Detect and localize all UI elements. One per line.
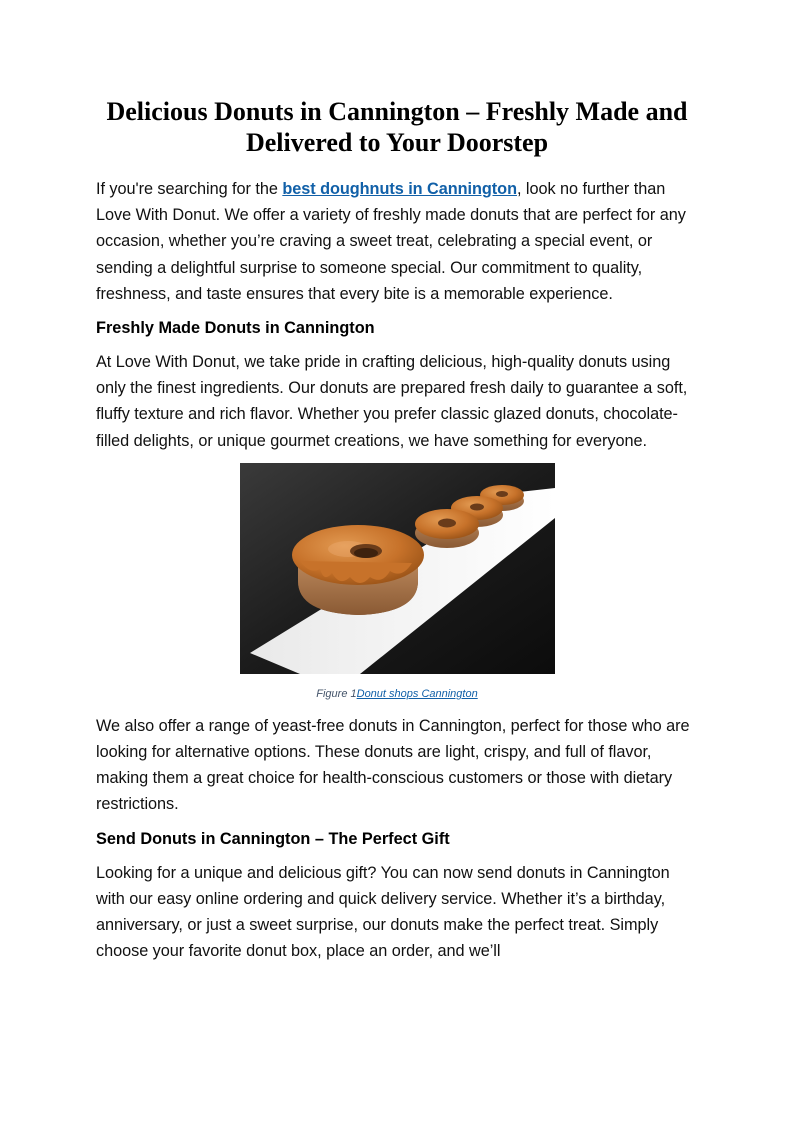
page-title: Delicious Donuts in Cannington – Freshly Made and Delivered to Your Doorstep <box>106 97 688 157</box>
document-page <box>96 96 698 973</box>
donut-back-3 <box>415 509 479 548</box>
intro-paragraph <box>96 176 698 307</box>
section-heading-freshly-made: Freshly Made Donuts in Cannington <box>96 319 375 338</box>
figure-caption <box>96 687 698 701</box>
section-paragraph-freshly-made: At Love With Donut, we take pride in crafting delicious, high-quality donuts using only the finest ingredients. Our donuts are prepared fresh daily to guarantee a soft, fluffy texture and rich flavor. Whether you prefer classic glazed donuts, chocolate-filled delights, or unique gourmet creations, we have something for everyone. <box>96 353 688 450</box>
section-heading-send-donuts: Send Donuts in Cannington – The Perfect Gift <box>96 829 450 848</box>
donut-front <box>292 525 424 615</box>
caption-link[interactable]: Donut shops Cannington <box>356 687 478 700</box>
yeast-free-paragraph: We also offer a range of yeast-free donuts in Cannington, perfect for those who are looking for alternative options. These donuts are light, crispy, and full of flavor, making them a great choice for health-conscious customers or those with dietary restrictions. <box>96 716 690 814</box>
intro-text-after-link: , look no further than Love With Donut. We offer a variety of freshly made donuts that are perfect for any occasion, whether you’re craving a sweet treat, celebrating a special event, or sending a delightful surprise to someone special. Our commitment to quality, freshness, and taste ensures that every bite is a memorable experience. <box>96 180 686 303</box>
section-paragraph-send-donuts: Looking for a unique and delicious gift? You can now send donuts in Cannington with our easy online ordering and quick delivery service. Whether it’s a birthday, anniversary, or just a sweet surprise, our donuts make the perfect treat. Simply choose your favorite donut box, place an order, and we’ll <box>96 863 670 961</box>
caption-prefix: Figure 1 <box>316 687 357 700</box>
donut-photo <box>240 463 555 674</box>
intro-text-before-link: If you're searching for the <box>96 180 283 198</box>
best-doughnuts-link[interactable]: best doughnuts in Cannington <box>282 180 517 198</box>
